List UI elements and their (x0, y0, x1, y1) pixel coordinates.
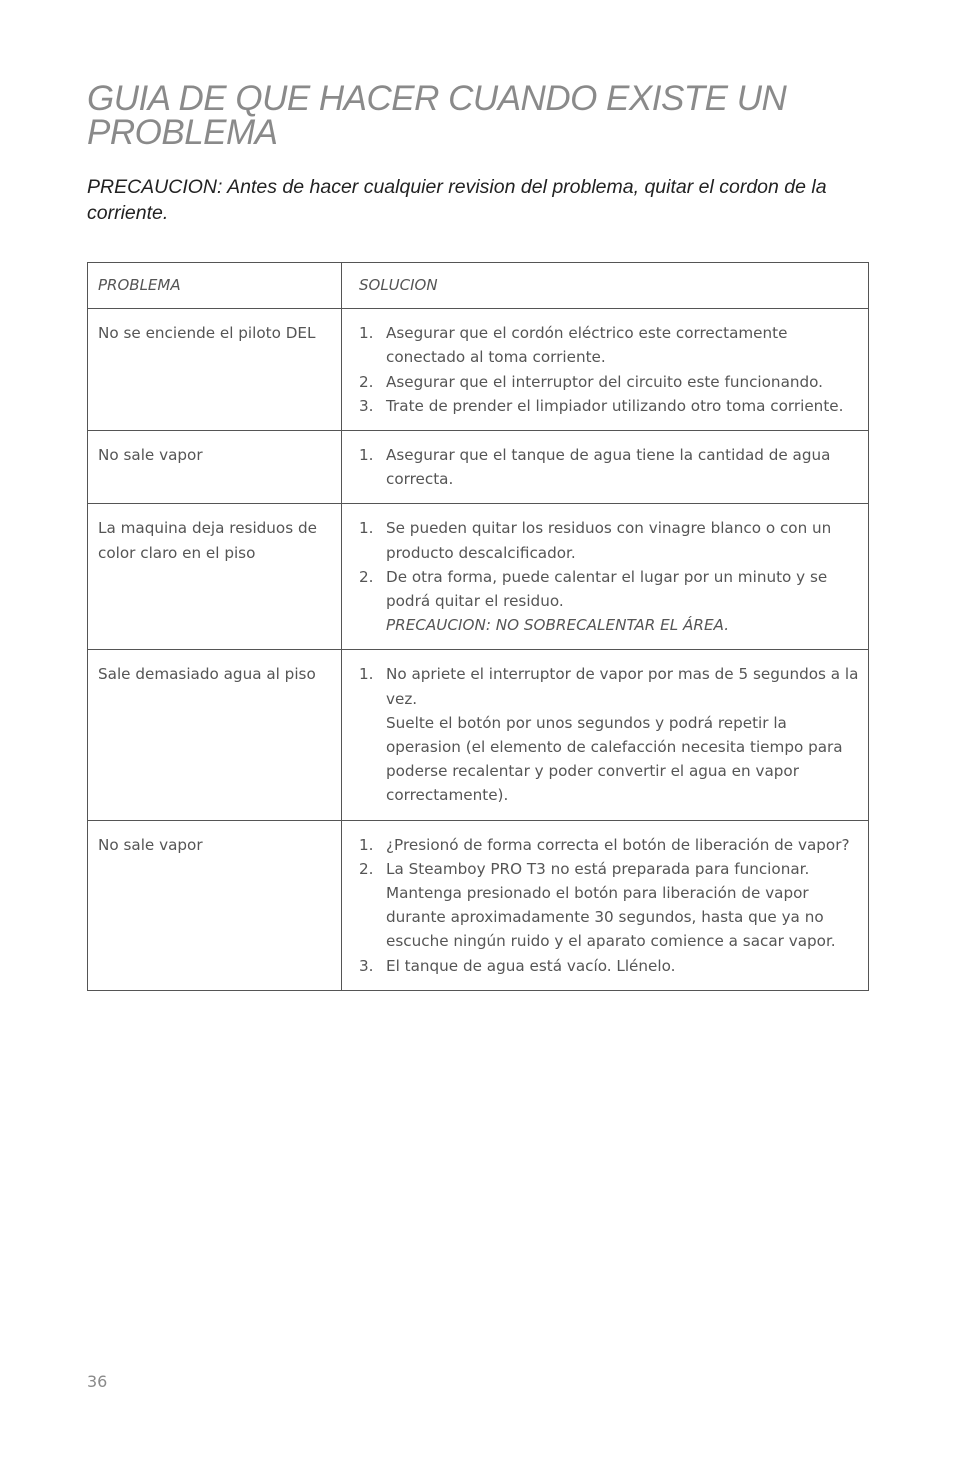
step-text: Asegurar que el cordón eléctrico este correctamente conectado al toma corriente. (386, 324, 788, 367)
solution-cell (342, 431, 869, 504)
problem-cell: La maquina deja residuos de color claro en el piso (88, 504, 342, 650)
solution-steps (359, 321, 864, 418)
step-text: Asegurar que el tanque de agua tiene la cantidad de agua correcta. (386, 446, 831, 489)
step-number: 3. (359, 956, 374, 975)
solution-step (359, 321, 864, 369)
problem-cell: No sale vapor (88, 820, 342, 990)
solution-step (359, 443, 864, 491)
solution-steps (359, 662, 864, 807)
step-caution-note: PRECAUCION: NO SOBRECALENTAR EL ÁREA. (386, 616, 730, 635)
caution-note: PRECAUCION: Antes de hacer cualquier revision del problema, quitar el cordon de la corriente. (87, 176, 827, 224)
troubleshooting-table (87, 262, 869, 991)
solution-steps (359, 516, 864, 637)
page-title: GUIA DE QUE HACER CUANDO EXISTE UN PROBLEMA (87, 79, 787, 152)
solution-steps (359, 833, 864, 978)
solution-step (359, 833, 864, 857)
step-number: 1. (359, 446, 374, 465)
solution-step (359, 662, 864, 807)
step-extra-text: Suelte el botón por unos segundos y podrá repetir la operasion (el elemento de calefacción necesita tiempo para poderse recalentar y poder convertir el agua en vapor correctamente). (386, 713, 843, 805)
step-number: 1. (359, 835, 374, 854)
column-header-problem: PROBLEMA (88, 263, 342, 309)
solution-step (359, 370, 864, 394)
step-text: De otra forma, puede calentar el lugar por un minuto y se podrá quitar el residuo. (386, 567, 828, 611)
step-number: 1. (359, 665, 374, 684)
step-text: Se pueden quitar los residuos con vinagre blanco o con un producto descalcificador. (386, 519, 832, 562)
solution-step (359, 565, 864, 638)
problem-cell: No sale vapor (88, 431, 342, 504)
step-text: Trate de prender el limpiador utilizando otro toma corriente. (386, 396, 844, 415)
solution-step (359, 516, 864, 564)
solution-steps (359, 443, 864, 491)
table-header-row (88, 263, 869, 309)
solution-cell (342, 309, 869, 431)
step-number: 3. (359, 396, 374, 415)
step-text: La Steamboy PRO T3 no está preparada para funcionar. (386, 859, 810, 878)
table-row (88, 504, 869, 650)
step-number: 2. (359, 372, 374, 391)
solution-cell (342, 820, 869, 990)
step-number: 2. (359, 567, 374, 586)
solution-cell (342, 650, 869, 820)
column-header-solution: SOLUCION (342, 263, 869, 309)
step-text: ¿Presionó de forma correcta el botón de liberación de vapor? (386, 835, 850, 854)
step-number: 2. (359, 859, 374, 878)
solution-step (359, 857, 864, 954)
table-row (88, 309, 869, 431)
table-row (88, 650, 869, 820)
problem-cell: No se enciende el piloto DEL (88, 309, 342, 431)
problem-cell: Sale demasiado agua al piso (88, 650, 342, 820)
step-number: 1. (359, 324, 374, 343)
solution-cell (342, 504, 869, 650)
step-text: No apriete el interruptor de vapor por mas de 5 segundos a la vez. (386, 665, 859, 708)
step-text: Asegurar que el interruptor del circuito este funcionando. (386, 372, 823, 391)
step-extra-text: Mantenga presionado el botón para liberación de vapor durante aproximadamente 30 segundos, hasta que ya no escuche ningún ruido y el aparato comience a sacar vapor. (386, 884, 836, 951)
table-row (88, 820, 869, 990)
step-text: El tanque de agua está vacío. Llénelo. (386, 956, 676, 975)
table-row (88, 431, 869, 504)
step-number: 1. (359, 519, 374, 538)
solution-step (359, 394, 864, 418)
page-number: 36 (87, 1372, 108, 1391)
solution-step (359, 954, 864, 978)
